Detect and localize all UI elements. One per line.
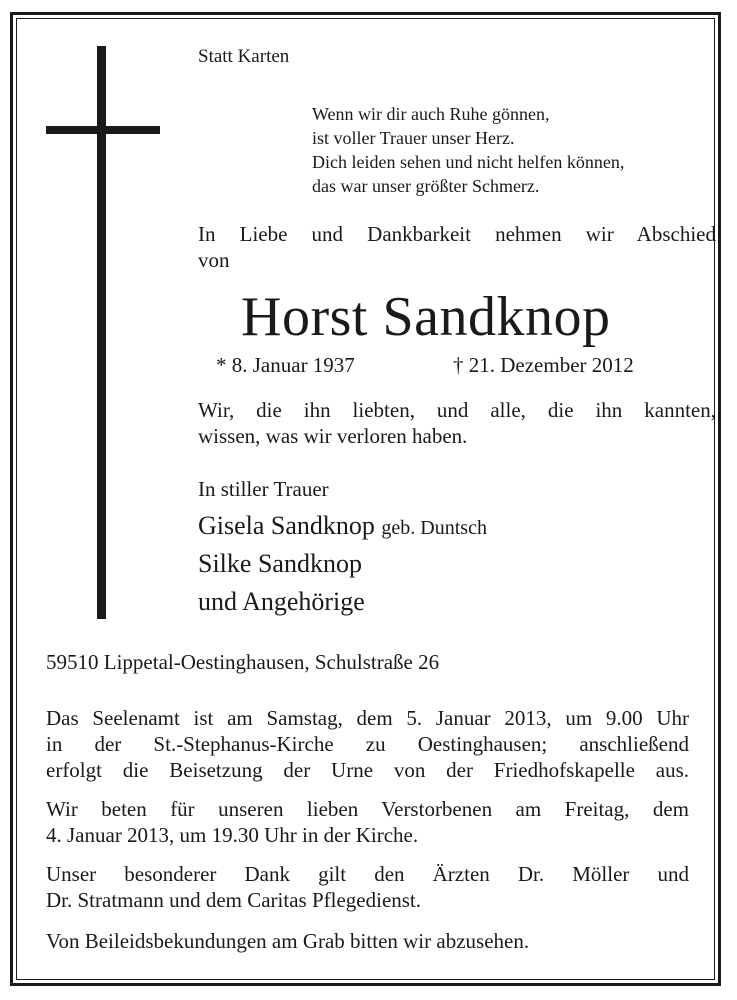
deceased-name: Horst Sandknop	[241, 286, 611, 348]
paragraph-line: Dr. Stratmann und dem Caritas Pflegedienst.	[46, 888, 422, 912]
address: 59510 Lippetal-Oestinghausen, Schulstraße 26	[46, 650, 440, 674]
paragraph-line: erfolgt die Beisetzung der Urne von der Friedhofskapelle aus.	[46, 758, 689, 782]
paragraph-line: in der St.-Stephanus-Kirche zu Oestinghausen; anschließend	[46, 732, 689, 756]
paragraph-line: Das Seelenamt ist am Samstag, dem 5. Januar 2013, um 9.00 Uhr	[46, 706, 689, 730]
mourner-maiden-name: geb. Duntsch	[381, 517, 487, 539]
mourner-name	[198, 587, 365, 617]
poem-line: Dich leiden sehen und nicht helfen können,	[312, 152, 625, 172]
mourners-label: In stiller Trauer	[198, 477, 329, 501]
poem	[312, 102, 624, 198]
prayer-paragraph	[46, 796, 689, 848]
paragraph-line: Wir beten für unseren lieben Verstorbenen am Freitag, dem	[46, 797, 689, 821]
poem-line: das war unser größter Schmerz.	[312, 176, 540, 196]
paragraph-line: Von Beileidsbekundungen am Grab bitten wir abzusehen.	[46, 929, 530, 953]
death-date: † 21. Dezember 2012	[453, 353, 634, 377]
poem-line: ist voller Trauer unser Herz.	[312, 128, 515, 148]
cross-horizontal-bar	[46, 126, 160, 134]
quote-text	[198, 397, 716, 449]
intro-line: von	[198, 248, 230, 272]
mourner-name	[198, 549, 362, 579]
funeral-paragraph	[46, 705, 689, 783]
poem-line: Wenn wir dir auch Ruhe gönnen,	[312, 104, 550, 124]
quote-line: Wir, die ihn liebten, und alle, die ihn kannten,	[198, 398, 716, 422]
thanks-paragraph	[46, 861, 689, 913]
intro-line: In Liebe und Dankbarkeit nehmen wir Abschied	[198, 222, 716, 246]
statt-karten-label: Statt Karten	[198, 46, 290, 67]
mourner-name	[198, 511, 487, 541]
mourner-name-text: und Angehörige	[198, 587, 365, 616]
birth-date: * 8. Januar 1937	[216, 353, 355, 377]
mourner-name-text: Gisela Sandknop	[198, 511, 375, 540]
quote-line: wissen, was wir verloren haben.	[198, 424, 468, 448]
paragraph-line: Unser besonderer Dank gilt den Ärzten Dr. Möller und	[46, 862, 689, 886]
intro-text	[198, 221, 716, 273]
paragraph-line: 4. Januar 2013, um 19.30 Uhr in der Kirche.	[46, 823, 419, 847]
mourner-name-text: Silke Sandknop	[198, 549, 362, 578]
condolences-paragraph	[46, 928, 689, 954]
